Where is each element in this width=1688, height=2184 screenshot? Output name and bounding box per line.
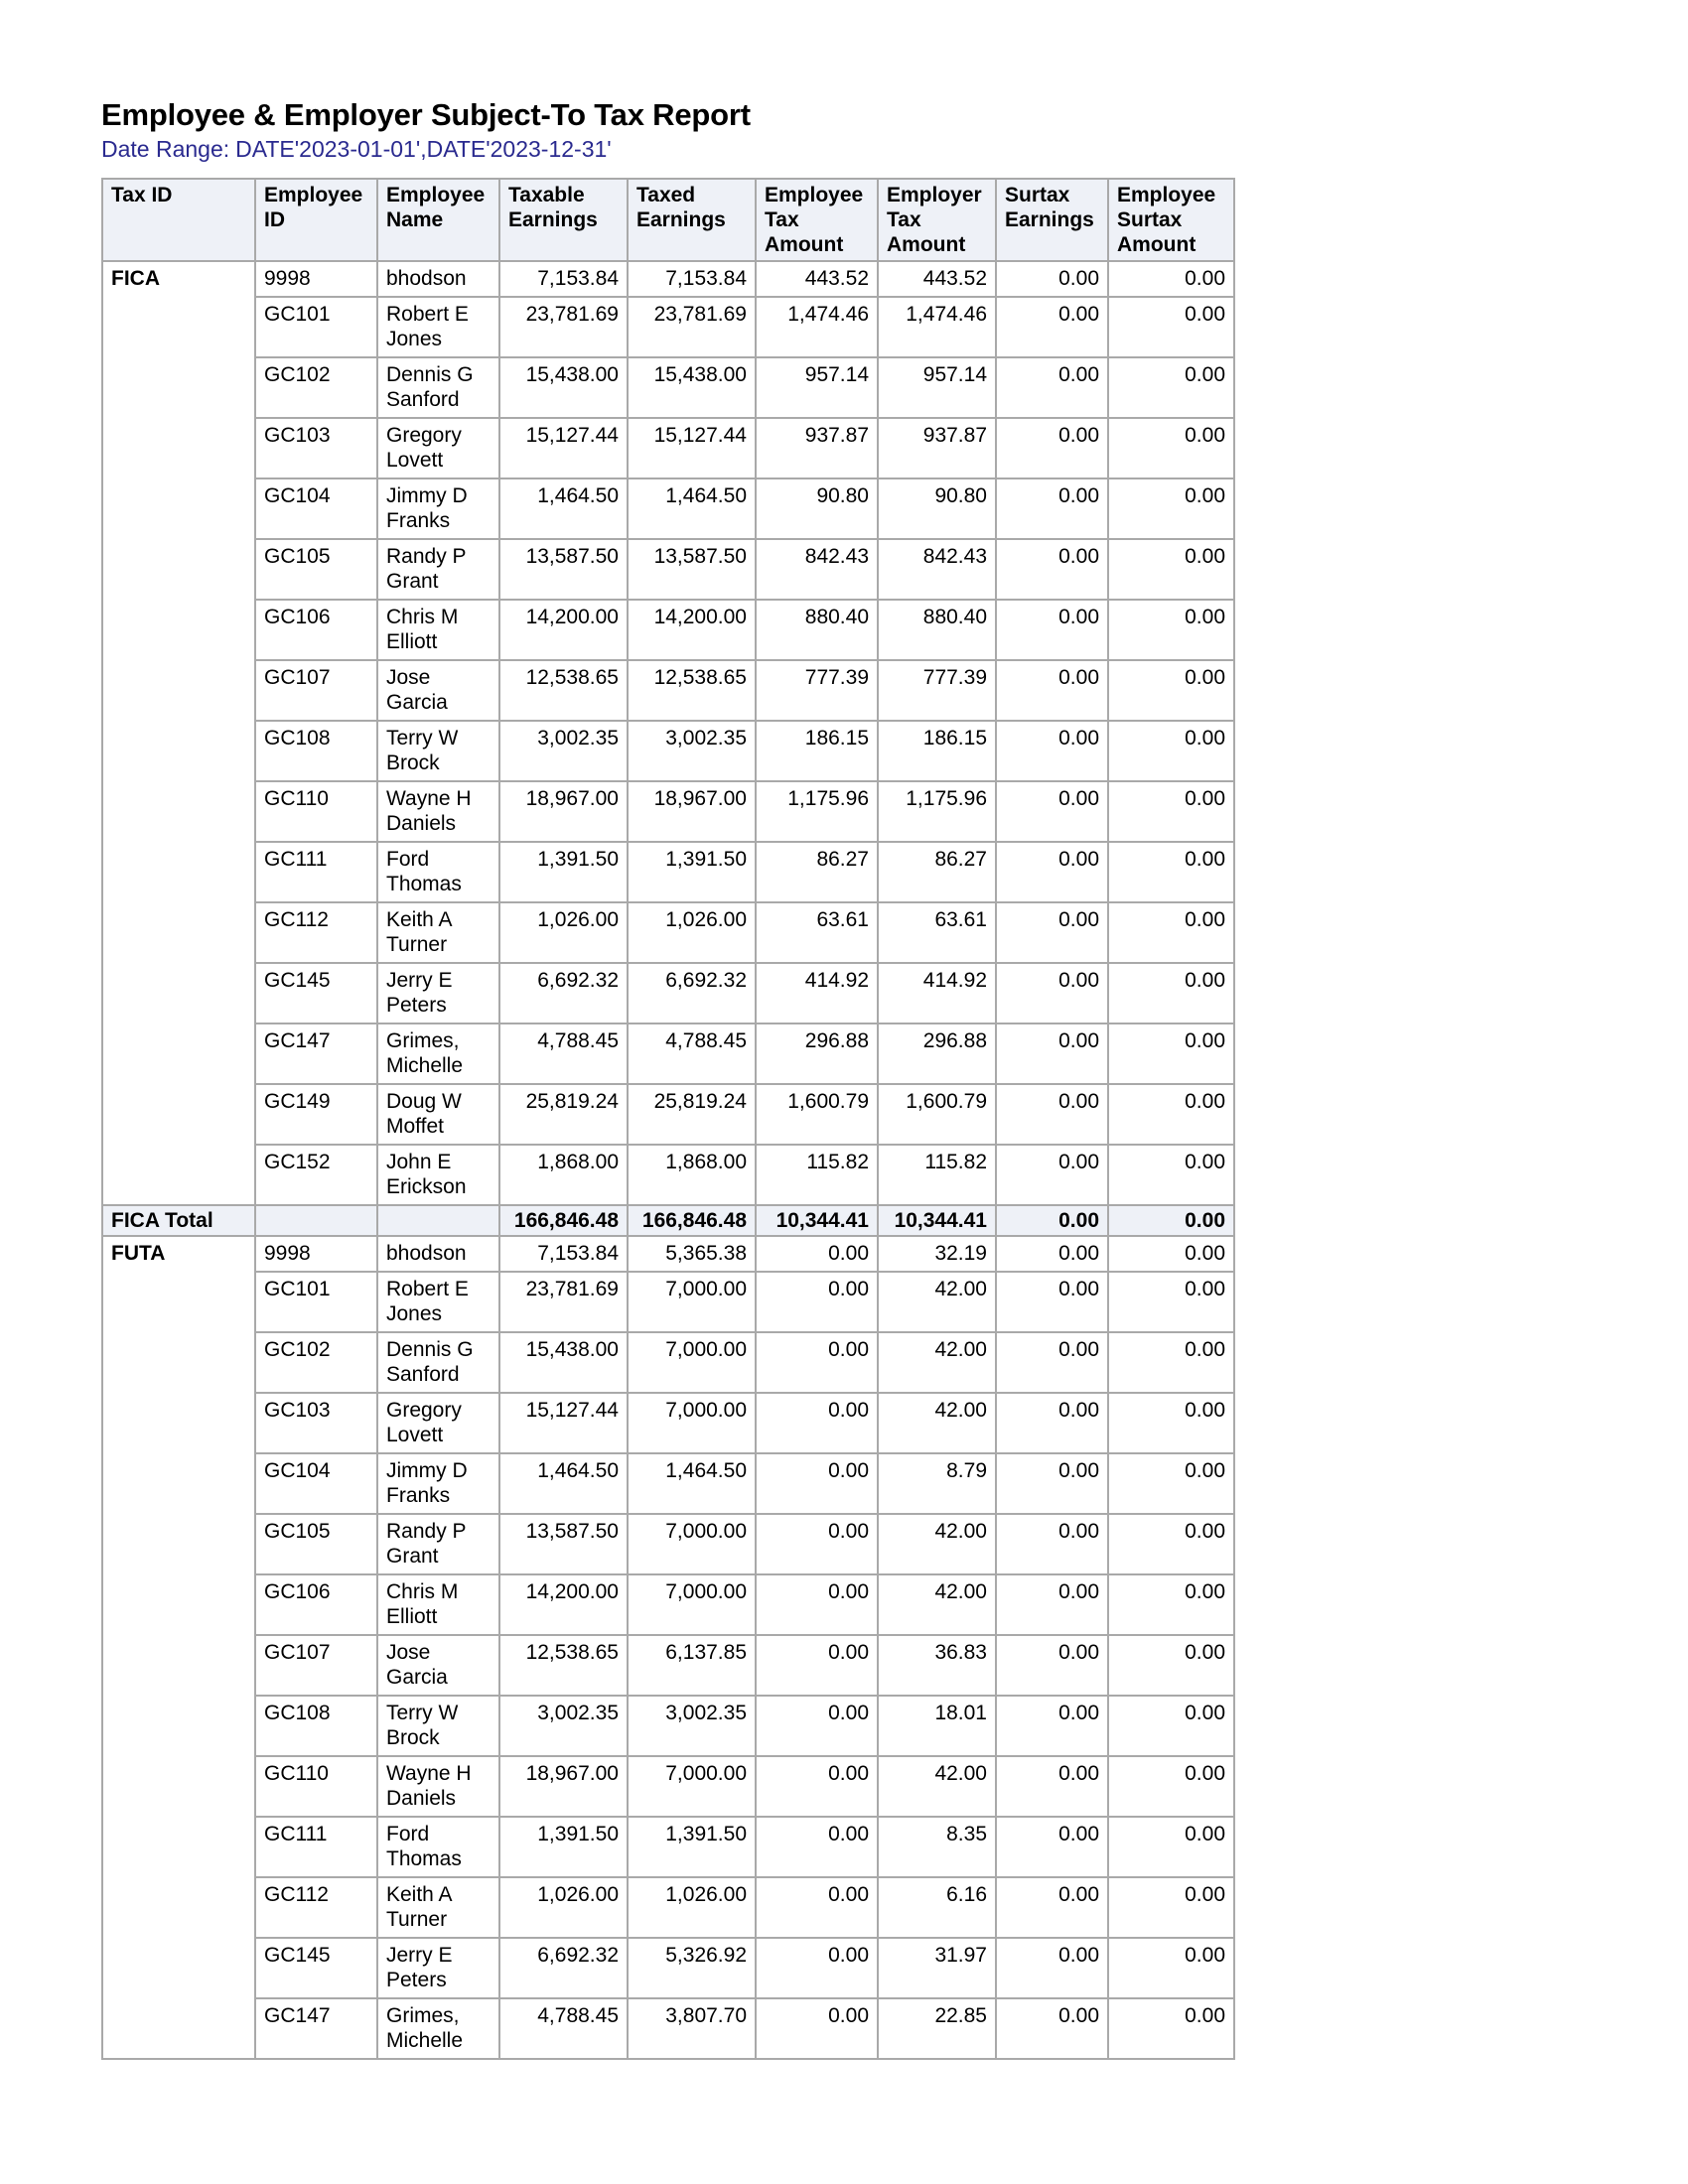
employee-name-cell: bhodson	[377, 261, 499, 297]
amount-cell: 7,000.00	[628, 1514, 756, 1574]
amount-cell: 1,868.00	[628, 1145, 756, 1205]
amount-cell: 0.00	[996, 1453, 1108, 1514]
amount-cell: 8.35	[878, 1817, 996, 1877]
total-amount-cell: 166,846.48	[499, 1205, 628, 1236]
employee-name-cell: Keith A Turner	[377, 1877, 499, 1938]
amount-cell: 0.00	[1108, 781, 1234, 842]
amount-cell: 0.00	[756, 1574, 878, 1635]
amount-cell: 0.00	[756, 1514, 878, 1574]
amount-cell: 12,538.65	[499, 660, 628, 721]
amount-cell: 0.00	[996, 1236, 1108, 1272]
amount-cell: 842.43	[756, 539, 878, 600]
amount-cell: 0.00	[1108, 1393, 1234, 1453]
amount-cell: 0.00	[1108, 963, 1234, 1024]
employee-name-cell: Gregory Lovett	[377, 1393, 499, 1453]
table-row	[102, 1514, 1234, 1574]
employee-id-cell: GC103	[255, 1393, 377, 1453]
table-row	[102, 539, 1234, 600]
column-header-employee-name: Employee Name	[377, 179, 499, 261]
employee-name-cell: Keith A Turner	[377, 902, 499, 963]
amount-cell: 4,788.45	[628, 1024, 756, 1084]
table-row	[102, 1877, 1234, 1938]
amount-cell: 0.00	[1108, 261, 1234, 297]
amount-cell: 0.00	[1108, 1514, 1234, 1574]
amount-cell: 7,153.84	[628, 261, 756, 297]
amount-cell: 0.00	[996, 1393, 1108, 1453]
employee-id-cell: GC105	[255, 539, 377, 600]
table-row	[102, 1236, 1234, 1272]
employee-name-cell: Terry W Brock	[377, 1696, 499, 1756]
amount-cell: 3,002.35	[628, 721, 756, 781]
amount-cell: 1,391.50	[628, 1817, 756, 1877]
amount-cell: 296.88	[878, 1024, 996, 1084]
amount-cell: 0.00	[996, 1938, 1108, 1998]
amount-cell: 1,464.50	[628, 1453, 756, 1514]
employee-id-cell: GC104	[255, 478, 377, 539]
amount-cell: 42.00	[878, 1574, 996, 1635]
employee-id-cell: GC111	[255, 842, 377, 902]
amount-cell: 3,002.35	[499, 1696, 628, 1756]
amount-cell: 0.00	[1108, 1272, 1234, 1332]
amount-cell: 15,438.00	[499, 357, 628, 418]
table-row	[102, 842, 1234, 902]
amount-cell: 7,153.84	[499, 261, 628, 297]
amount-cell: 18,967.00	[499, 781, 628, 842]
amount-cell: 0.00	[1108, 1145, 1234, 1205]
tax-id-cell: FICA	[102, 261, 255, 1205]
amount-cell: 0.00	[996, 1877, 1108, 1938]
amount-cell: 0.00	[1108, 600, 1234, 660]
amount-cell: 0.00	[1108, 721, 1234, 781]
amount-cell: 42.00	[878, 1332, 996, 1393]
table-row	[102, 1938, 1234, 1998]
amount-cell: 0.00	[996, 357, 1108, 418]
amount-cell: 0.00	[756, 1272, 878, 1332]
amount-cell: 1,026.00	[628, 1877, 756, 1938]
amount-cell: 1,175.96	[756, 781, 878, 842]
amount-cell: 0.00	[1108, 1998, 1234, 2059]
employee-name-cell: Chris M Elliott	[377, 1574, 499, 1635]
amount-cell: 4,788.45	[499, 1024, 628, 1084]
table-row	[102, 963, 1234, 1024]
amount-cell: 957.14	[878, 357, 996, 418]
amount-cell: 0.00	[1108, 1938, 1234, 1998]
employee-name-cell: Jerry E Peters	[377, 963, 499, 1024]
total-row	[102, 1205, 1234, 1236]
amount-cell: 0.00	[756, 1453, 878, 1514]
amount-cell: 3,807.70	[628, 1998, 756, 2059]
report-body	[102, 261, 1234, 2059]
table-row	[102, 1635, 1234, 1696]
amount-cell: 0.00	[1108, 1877, 1234, 1938]
amount-cell: 0.00	[1108, 1574, 1234, 1635]
amount-cell: 7,000.00	[628, 1272, 756, 1332]
table-row	[102, 1272, 1234, 1332]
amount-cell: 0.00	[996, 902, 1108, 963]
amount-cell: 13,587.50	[628, 539, 756, 600]
amount-cell: 7,000.00	[628, 1574, 756, 1635]
employee-id-cell: GC102	[255, 1332, 377, 1393]
date-range	[101, 135, 751, 163]
amount-cell: 414.92	[756, 963, 878, 1024]
amount-cell: 1,474.46	[756, 297, 878, 357]
employee-id-cell: GC110	[255, 781, 377, 842]
amount-cell: 32.19	[878, 1236, 996, 1272]
amount-cell: 14,200.00	[628, 600, 756, 660]
amount-cell: 443.52	[878, 261, 996, 297]
amount-cell: 86.27	[878, 842, 996, 902]
amount-cell: 13,587.50	[499, 1514, 628, 1574]
report-title: Employee & Employer Subject-To Tax Report	[101, 97, 751, 132]
employee-id-cell: GC101	[255, 1272, 377, 1332]
report-header	[101, 97, 751, 163]
column-header-tax-id: Tax ID	[102, 179, 255, 261]
employee-id-cell: GC104	[255, 1453, 377, 1514]
employee-name-cell: Randy P Grant	[377, 539, 499, 600]
amount-cell: 937.87	[878, 418, 996, 478]
amount-cell: 0.00	[1108, 1817, 1234, 1877]
table-row	[102, 1998, 1234, 2059]
employee-name-cell: Jimmy D Franks	[377, 478, 499, 539]
table-row	[102, 1084, 1234, 1145]
header-row	[102, 179, 1234, 261]
amount-cell: 0.00	[1108, 1024, 1234, 1084]
employee-name-cell: Jimmy D Franks	[377, 1453, 499, 1514]
table-row	[102, 418, 1234, 478]
amount-cell: 42.00	[878, 1514, 996, 1574]
amount-cell: 1,175.96	[878, 781, 996, 842]
employee-id-cell: GC101	[255, 297, 377, 357]
employee-id-cell: GC107	[255, 1635, 377, 1696]
amount-cell: 14,200.00	[499, 1574, 628, 1635]
amount-cell: 15,127.44	[499, 418, 628, 478]
amount-cell: 1,464.50	[499, 1453, 628, 1514]
amount-cell: 1,391.50	[628, 842, 756, 902]
amount-cell: 0.00	[996, 1635, 1108, 1696]
column-header-employee-tax-amount: Employee Tax Amount	[756, 179, 878, 261]
amount-cell: 18,967.00	[628, 781, 756, 842]
total-amount-cell: 0.00	[996, 1205, 1108, 1236]
employee-id-cell: GC152	[255, 1145, 377, 1205]
amount-cell: 1,464.50	[628, 478, 756, 539]
employee-id-cell: GC106	[255, 1574, 377, 1635]
table-row	[102, 1453, 1234, 1514]
amount-cell: 7,153.84	[499, 1236, 628, 1272]
employee-name-cell: Grimes, Michelle	[377, 1998, 499, 2059]
employee-id-cell: GC108	[255, 721, 377, 781]
employee-name-cell: Grimes, Michelle	[377, 1024, 499, 1084]
amount-cell: 1,474.46	[878, 297, 996, 357]
employee-name-cell: Ford Thomas	[377, 1817, 499, 1877]
employee-name-cell: Robert E Jones	[377, 1272, 499, 1332]
amount-cell: 777.39	[756, 660, 878, 721]
amount-cell: 0.00	[1108, 660, 1234, 721]
amount-cell: 777.39	[878, 660, 996, 721]
amount-cell: 0.00	[996, 1332, 1108, 1393]
amount-cell: 14,200.00	[499, 600, 628, 660]
table-row	[102, 1145, 1234, 1205]
table-row	[102, 721, 1234, 781]
amount-cell: 0.00	[756, 1817, 878, 1877]
amount-cell: 3,002.35	[628, 1696, 756, 1756]
amount-cell: 15,438.00	[499, 1332, 628, 1393]
employee-id-cell: GC112	[255, 902, 377, 963]
date-range-label: Date Range:	[101, 136, 230, 162]
column-header-employer-tax-amount: Employer Tax Amount	[878, 179, 996, 261]
total-amount-cell: 166,846.48	[628, 1205, 756, 1236]
amount-cell: 0.00	[996, 1084, 1108, 1145]
amount-cell: 6.16	[878, 1877, 996, 1938]
amount-cell: 1,391.50	[499, 842, 628, 902]
amount-cell: 7,000.00	[628, 1393, 756, 1453]
amount-cell: 42.00	[878, 1272, 996, 1332]
column-header-surtax-earnings: Surtax Earnings	[996, 179, 1108, 261]
employee-id-cell: GC147	[255, 1024, 377, 1084]
amount-cell: 0.00	[996, 721, 1108, 781]
amount-cell: 0.00	[756, 1938, 878, 1998]
amount-cell: 0.00	[1108, 1756, 1234, 1817]
amount-cell: 3,002.35	[499, 721, 628, 781]
amount-cell: 115.82	[878, 1145, 996, 1205]
employee-id-cell: GC149	[255, 1084, 377, 1145]
amount-cell: 6,692.32	[499, 963, 628, 1024]
employee-name-cell: Randy P Grant	[377, 1514, 499, 1574]
table-row	[102, 1574, 1234, 1635]
amount-cell: 0.00	[1108, 1635, 1234, 1696]
total-amount-cell: 0.00	[1108, 1205, 1234, 1236]
amount-cell: 0.00	[1108, 1236, 1234, 1272]
amount-cell: 296.88	[756, 1024, 878, 1084]
table-row	[102, 478, 1234, 539]
table-row	[102, 660, 1234, 721]
amount-cell: 42.00	[878, 1393, 996, 1453]
amount-cell: 23,781.69	[499, 1272, 628, 1332]
column-header-taxed-earnings: Taxed Earnings	[628, 179, 756, 261]
amount-cell: 6,692.32	[499, 1938, 628, 1998]
report-table	[101, 178, 1235, 2060]
amount-cell: 0.00	[1108, 842, 1234, 902]
amount-cell: 0.00	[1108, 539, 1234, 600]
table-row	[102, 1696, 1234, 1756]
amount-cell: 13,587.50	[499, 539, 628, 600]
employee-name-cell: Wayne H Daniels	[377, 1756, 499, 1817]
total-amount-cell: 10,344.41	[878, 1205, 996, 1236]
employee-name-cell: John E Erickson	[377, 1145, 499, 1205]
amount-cell: 63.61	[756, 902, 878, 963]
table-row	[102, 1393, 1234, 1453]
amount-cell: 443.52	[756, 261, 878, 297]
amount-cell: 937.87	[756, 418, 878, 478]
amount-cell: 86.27	[756, 842, 878, 902]
amount-cell: 42.00	[878, 1756, 996, 1817]
amount-cell: 0.00	[996, 1574, 1108, 1635]
amount-cell: 0.00	[1108, 357, 1234, 418]
table-row	[102, 357, 1234, 418]
amount-cell: 0.00	[996, 539, 1108, 600]
employee-id-cell: GC145	[255, 963, 377, 1024]
amount-cell: 0.00	[996, 660, 1108, 721]
amount-cell: 63.61	[878, 902, 996, 963]
employee-id-cell: GC107	[255, 660, 377, 721]
amount-cell: 880.40	[878, 600, 996, 660]
amount-cell: 12,538.65	[499, 1635, 628, 1696]
amount-cell: 0.00	[756, 1877, 878, 1938]
amount-cell: 5,365.38	[628, 1236, 756, 1272]
employee-id-cell: GC108	[255, 1696, 377, 1756]
amount-cell: 0.00	[996, 1696, 1108, 1756]
employee-name-cell: Ford Thomas	[377, 842, 499, 902]
amount-cell: 414.92	[878, 963, 996, 1024]
table-row	[102, 1024, 1234, 1084]
table-row	[102, 1332, 1234, 1393]
total-amount-cell: 10,344.41	[756, 1205, 878, 1236]
employee-name-cell: Dennis G Sanford	[377, 357, 499, 418]
amount-cell: 6,692.32	[628, 963, 756, 1024]
amount-cell: 90.80	[756, 478, 878, 539]
amount-cell: 1,600.79	[878, 1084, 996, 1145]
amount-cell: 842.43	[878, 539, 996, 600]
employee-id-cell: GC111	[255, 1817, 377, 1877]
employee-name-cell: Wayne H Daniels	[377, 781, 499, 842]
amount-cell: 0.00	[996, 261, 1108, 297]
amount-cell: 22.85	[878, 1998, 996, 2059]
amount-cell: 1,600.79	[756, 1084, 878, 1145]
amount-cell: 18.01	[878, 1696, 996, 1756]
amount-cell: 7,000.00	[628, 1332, 756, 1393]
employee-name-cell: Gregory Lovett	[377, 418, 499, 478]
column-header-employee-surtax-amount: Employee Surtax Amount	[1108, 179, 1234, 261]
empty-cell	[377, 1205, 499, 1236]
amount-cell: 0.00	[996, 478, 1108, 539]
amount-cell: 1,026.00	[499, 902, 628, 963]
employee-name-cell: Jose Garcia	[377, 1635, 499, 1696]
employee-id-cell: GC103	[255, 418, 377, 478]
amount-cell: 0.00	[1108, 478, 1234, 539]
table-row	[102, 1817, 1234, 1877]
amount-cell: 0.00	[996, 418, 1108, 478]
table-row	[102, 261, 1234, 297]
employee-id-cell: GC110	[255, 1756, 377, 1817]
amount-cell: 0.00	[756, 1236, 878, 1272]
amount-cell: 1,391.50	[499, 1817, 628, 1877]
amount-cell: 186.15	[756, 721, 878, 781]
table-row	[102, 297, 1234, 357]
amount-cell: 1,868.00	[499, 1145, 628, 1205]
table-row	[102, 781, 1234, 842]
amount-cell: 0.00	[996, 1756, 1108, 1817]
amount-cell: 7,000.00	[628, 1756, 756, 1817]
table-row	[102, 1756, 1234, 1817]
amount-cell: 31.97	[878, 1938, 996, 1998]
amount-cell: 115.82	[756, 1145, 878, 1205]
amount-cell: 23,781.69	[499, 297, 628, 357]
amount-cell: 0.00	[1108, 418, 1234, 478]
amount-cell: 0.00	[1108, 1332, 1234, 1393]
amount-cell: 0.00	[996, 297, 1108, 357]
column-header-employee-id: Employee ID	[255, 179, 377, 261]
amount-cell: 18,967.00	[499, 1756, 628, 1817]
amount-cell: 0.00	[996, 1272, 1108, 1332]
amount-cell: 1,026.00	[499, 1877, 628, 1938]
employee-name-cell: Dennis G Sanford	[377, 1332, 499, 1393]
amount-cell: 0.00	[756, 1393, 878, 1453]
amount-cell: 0.00	[756, 1756, 878, 1817]
amount-cell: 957.14	[756, 357, 878, 418]
employee-name-cell: bhodson	[377, 1236, 499, 1272]
amount-cell: 0.00	[756, 1332, 878, 1393]
amount-cell: 0.00	[1108, 1453, 1234, 1514]
employee-name-cell: Chris M Elliott	[377, 600, 499, 660]
amount-cell: 6,137.85	[628, 1635, 756, 1696]
employee-id-cell: GC105	[255, 1514, 377, 1574]
date-range-value: DATE'2023-01-01',DATE'2023-12-31'	[235, 136, 612, 162]
amount-cell: 36.83	[878, 1635, 996, 1696]
employee-name-cell: Doug W Moffet	[377, 1084, 499, 1145]
employee-id-cell: GC112	[255, 1877, 377, 1938]
amount-cell: 0.00	[996, 963, 1108, 1024]
amount-cell: 15,438.00	[628, 357, 756, 418]
amount-cell: 0.00	[756, 1998, 878, 2059]
amount-cell: 0.00	[996, 1145, 1108, 1205]
amount-cell: 15,127.44	[628, 418, 756, 478]
employee-name-cell: Jose Garcia	[377, 660, 499, 721]
amount-cell: 0.00	[996, 1998, 1108, 2059]
employee-id-cell: 9998	[255, 261, 377, 297]
amount-cell: 0.00	[756, 1696, 878, 1756]
amount-cell: 15,127.44	[499, 1393, 628, 1453]
amount-cell: 8.79	[878, 1453, 996, 1514]
amount-cell: 1,464.50	[499, 478, 628, 539]
amount-cell: 0.00	[996, 842, 1108, 902]
amount-cell: 0.00	[1108, 297, 1234, 357]
column-header-taxable-earnings: Taxable Earnings	[499, 179, 628, 261]
amount-cell: 12,538.65	[628, 660, 756, 721]
amount-cell: 25,819.24	[628, 1084, 756, 1145]
amount-cell: 0.00	[996, 1514, 1108, 1574]
tax-id-cell: FUTA	[102, 1236, 255, 2059]
employee-name-cell: Jerry E Peters	[377, 1938, 499, 1998]
table-row	[102, 902, 1234, 963]
amount-cell: 23,781.69	[628, 297, 756, 357]
amount-cell: 4,788.45	[499, 1998, 628, 2059]
employee-id-cell: GC147	[255, 1998, 377, 2059]
employee-name-cell: Terry W Brock	[377, 721, 499, 781]
amount-cell: 0.00	[996, 600, 1108, 660]
amount-cell: 0.00	[996, 1024, 1108, 1084]
amount-cell: 0.00	[996, 1817, 1108, 1877]
amount-cell: 0.00	[1108, 1696, 1234, 1756]
amount-cell: 5,326.92	[628, 1938, 756, 1998]
employee-id-cell: GC102	[255, 357, 377, 418]
employee-id-cell: GC106	[255, 600, 377, 660]
amount-cell: 90.80	[878, 478, 996, 539]
employee-id-cell: 9998	[255, 1236, 377, 1272]
amount-cell: 1,026.00	[628, 902, 756, 963]
amount-cell: 25,819.24	[499, 1084, 628, 1145]
employee-name-cell: Robert E Jones	[377, 297, 499, 357]
empty-cell	[255, 1205, 377, 1236]
total-label: FICA Total	[102, 1205, 255, 1236]
table-row	[102, 600, 1234, 660]
amount-cell: 0.00	[756, 1635, 878, 1696]
amount-cell: 0.00	[1108, 1084, 1234, 1145]
amount-cell: 0.00	[996, 781, 1108, 842]
amount-cell: 880.40	[756, 600, 878, 660]
amount-cell: 186.15	[878, 721, 996, 781]
employee-id-cell: GC145	[255, 1938, 377, 1998]
amount-cell: 0.00	[1108, 902, 1234, 963]
